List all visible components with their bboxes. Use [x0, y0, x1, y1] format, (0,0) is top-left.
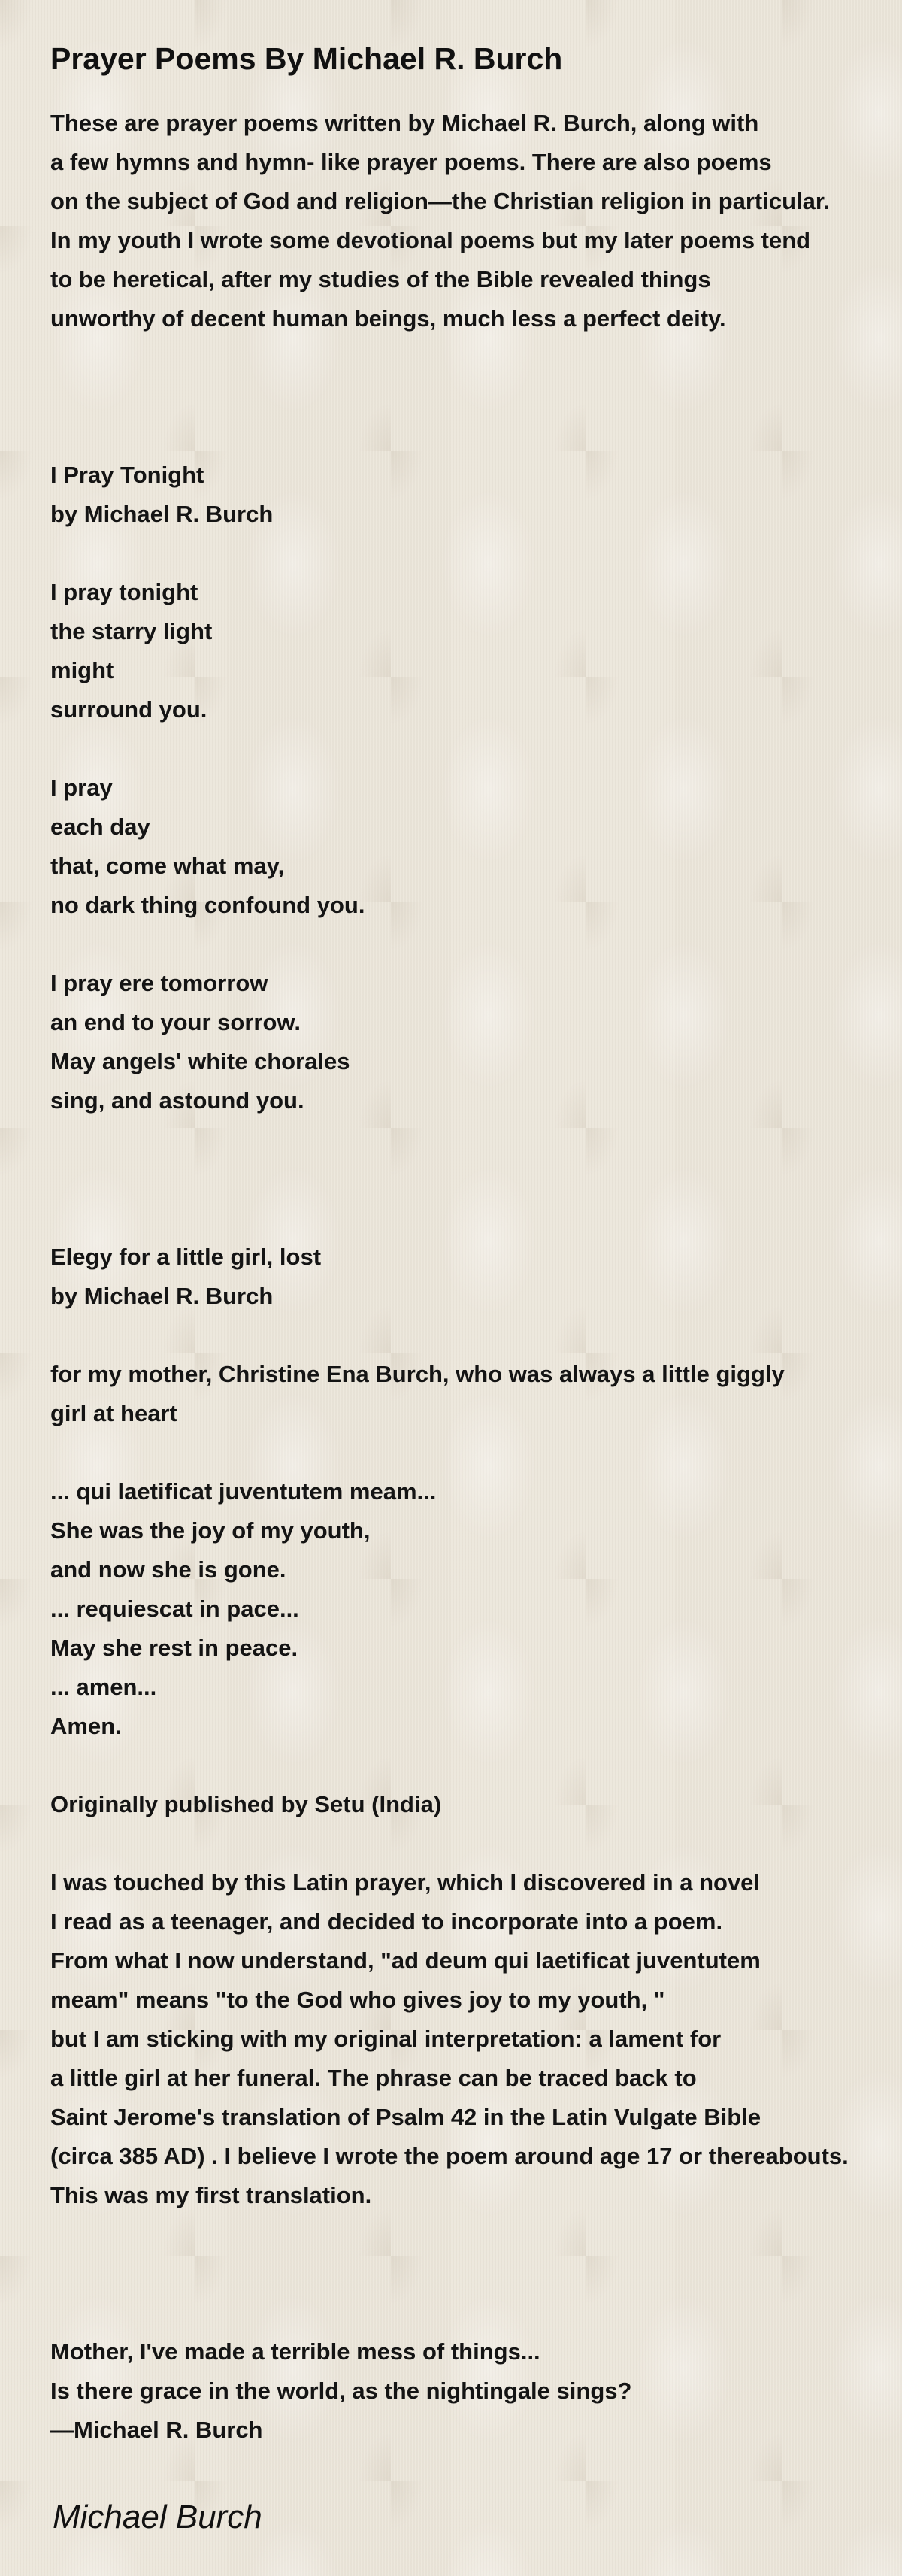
spacer [50, 729, 902, 768]
note-line: I read as a teenager, and decided to incorporate into a poem. [50, 1908, 723, 1935]
verse-line: May she rest in peace. [50, 1635, 298, 1661]
spacer [50, 2215, 902, 2254]
page-content [50, 104, 902, 2450]
epigram-line: Is there grace in the world, as the nightingale sings? [50, 2377, 632, 2404]
spacer [50, 417, 902, 456]
intro-line: In my youth I wrote some devotional poems but my later poems tend [50, 227, 811, 253]
spacer [50, 2293, 902, 2332]
verse-line: I pray [50, 774, 113, 801]
note-line: From what I now understand, "ad deum qui laetificat juventutem [50, 1947, 761, 1974]
spacer [50, 377, 902, 417]
spacer [50, 2254, 902, 2293]
note-line: a little girl at her funeral. The phrase can be traced back to [50, 2065, 697, 2091]
verse-line: I pray tonight [50, 579, 198, 605]
verse-line: May angels' white chorales [50, 1048, 350, 1074]
note-line: but I am sticking with my original interpretation: a lament for [50, 2026, 722, 2052]
spacer [50, 338, 902, 377]
verse-line: each day [50, 814, 150, 840]
spacer [50, 1824, 902, 1863]
spacer [50, 1159, 902, 1199]
page-title: Prayer Poems By Michael R. Burch [50, 41, 563, 76]
note-line: This was my first translation. [50, 2182, 372, 2208]
intro-line: on the subject of God and religion—the Christian religion in particular. [50, 188, 830, 214]
note-line: (circa 385 AD) . I believe I wrote the poem around age 17 or thereabouts. [50, 2143, 849, 2169]
verse-line: ... requiescat in pace... [50, 1596, 299, 1622]
verse-line: surround you. [50, 696, 207, 723]
stanza [50, 768, 902, 925]
verse-line: no dark thing confound you. [50, 892, 365, 918]
poem-title: I Pray Tonight [50, 462, 204, 488]
verse-line: that, come what may, [50, 853, 285, 879]
spacer [50, 1433, 902, 1472]
dedication-line: girl at heart [50, 1400, 177, 1426]
spacer [50, 1316, 902, 1355]
poem-byline: by Michael R. Burch [50, 1283, 274, 1309]
verse-line: and now she is gone. [50, 1556, 286, 1583]
author-signature: Michael Burch [53, 2499, 262, 2535]
stanza [50, 573, 902, 729]
intro-line: a few hymns and hymn- like prayer poems. There are also poems [50, 149, 772, 175]
intro-paragraph [50, 104, 902, 338]
verse-line: ... qui laetificat juventutem meam... [50, 1478, 437, 1505]
verse-line: I pray ere tomorrow [50, 970, 268, 996]
note-line: meam" means "to the God who gives joy to my youth, " [50, 1987, 665, 2013]
note-line: Saint Jerome's translation of Psalm 42 in the Latin Vulgate Bible [50, 2104, 761, 2130]
verse-line: ... amen... [50, 1674, 157, 1700]
dedication-line: for my mother, Christine Ena Burch, who was always a little giggly [50, 1361, 785, 1387]
verse-line: an end to your sorrow. [50, 1009, 301, 1035]
publication-note: Originally published by Setu (India) [50, 1791, 442, 1817]
poem-i-pray-tonight [50, 456, 902, 1120]
stanza [50, 1472, 902, 1746]
verse-line: the starry light [50, 618, 213, 644]
spacer [50, 1199, 902, 1238]
verse-line: sing, and astound you. [50, 1087, 304, 1114]
poem-elegy [50, 1238, 902, 2215]
spacer [50, 1746, 902, 1785]
verse-line: might [50, 657, 114, 683]
spacer [50, 1120, 902, 1159]
epigram [50, 2332, 902, 2450]
intro-line: to be heretical, after my studies of the Bible revealed things [50, 266, 711, 292]
verse-line: Amen. [50, 1713, 122, 1739]
spacer [50, 925, 902, 964]
epigram-line: Mother, I've made a terrible mess of things... [50, 2338, 540, 2365]
poem-title: Elegy for a little girl, lost [50, 1244, 322, 1270]
intro-line: These are prayer poems written by Michael R. Burch, along with [50, 110, 759, 136]
note-line: I was touched by this Latin prayer, which I discovered in a novel [50, 1869, 761, 1896]
intro-line: unworthy of decent human beings, much less a perfect deity. [50, 305, 726, 332]
dedication [50, 1355, 902, 1433]
author-note [50, 1863, 902, 2215]
verse-line: She was the joy of my youth, [50, 1517, 371, 1544]
epigram-attribution: —Michael R. Burch [50, 2417, 263, 2443]
spacer [50, 534, 902, 573]
stanza [50, 964, 902, 1120]
poem-byline: by Michael R. Burch [50, 501, 274, 527]
